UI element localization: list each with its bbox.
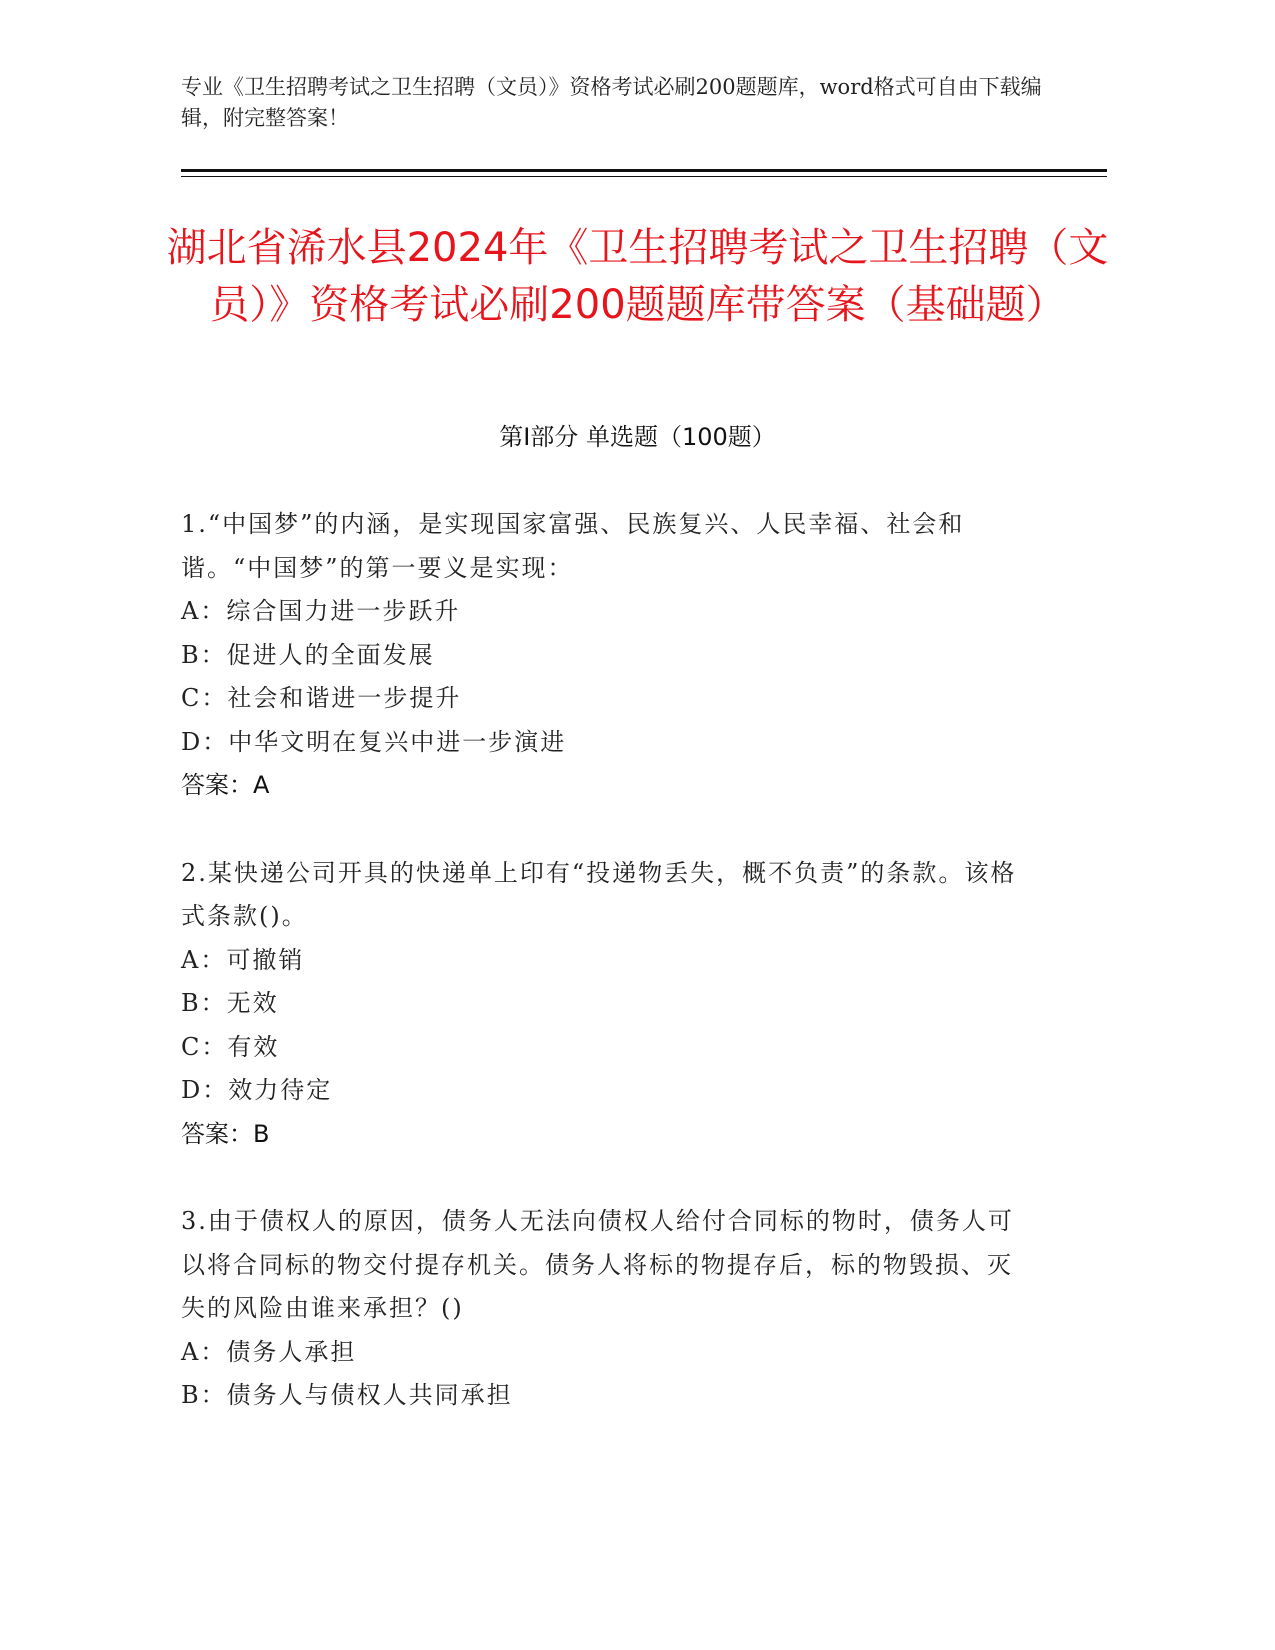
option-d: D：中华文明在复兴中进一步演进	[181, 727, 567, 756]
header-divider-thick	[181, 169, 1107, 172]
document-title: 湖北省浠水县2024年《卫生招聘考试之卫生招聘（文员）》资格考试必刷200题题库带答案（基础题）	[166, 225, 1109, 328]
option-b: B：无效	[181, 989, 279, 1017]
option-b: B：债务人与债权人共同承担	[181, 1381, 513, 1409]
option-d: D：效力待定	[181, 1076, 333, 1104]
section-title: 第I部分 单选题（100题）	[499, 423, 776, 451]
question-list	[181, 503, 1031, 1462]
option-a: A：综合国力进一步跃升	[181, 597, 461, 625]
option-b: B：促进人的全面发展	[181, 640, 435, 669]
question-2	[181, 852, 1031, 1157]
question-3	[181, 1200, 1031, 1418]
option-c: C：有效	[181, 1032, 280, 1061]
option-a: A：可撤销	[181, 945, 305, 974]
header-note: 专业《卫生招聘考试之卫生招聘（文员）》资格考试必刷200题题库，word格式可自由下载编辑，附完整答案！	[181, 75, 1042, 130]
answer: 答案：A	[181, 771, 270, 799]
question-1	[181, 503, 1031, 808]
answer: 答案：B	[181, 1119, 270, 1148]
question-stem: 2.某快递公司开具的快递单上印有“投递物丢失，概不负责”的条款。该格式条款()。	[181, 858, 1017, 930]
header-divider-thin	[181, 176, 1107, 177]
option-a: A：债务人承担	[181, 1337, 357, 1366]
question-stem: 3.由于债权人的原因，债务人无法向债权人给付合同标的物时，债务人可以将合同标的物交付提存机关。债务人将标的物提存后，标的物毁损、灭失的风险由谁来承担？()	[181, 1207, 1014, 1322]
question-stem: 1.“中国梦”的内涵，是实现国家富强、民族复兴、人民幸福、社会和谐。“中国梦”的第一要义是实现：	[181, 510, 965, 582]
option-c: C：社会和谐进一步提升	[181, 684, 462, 712]
